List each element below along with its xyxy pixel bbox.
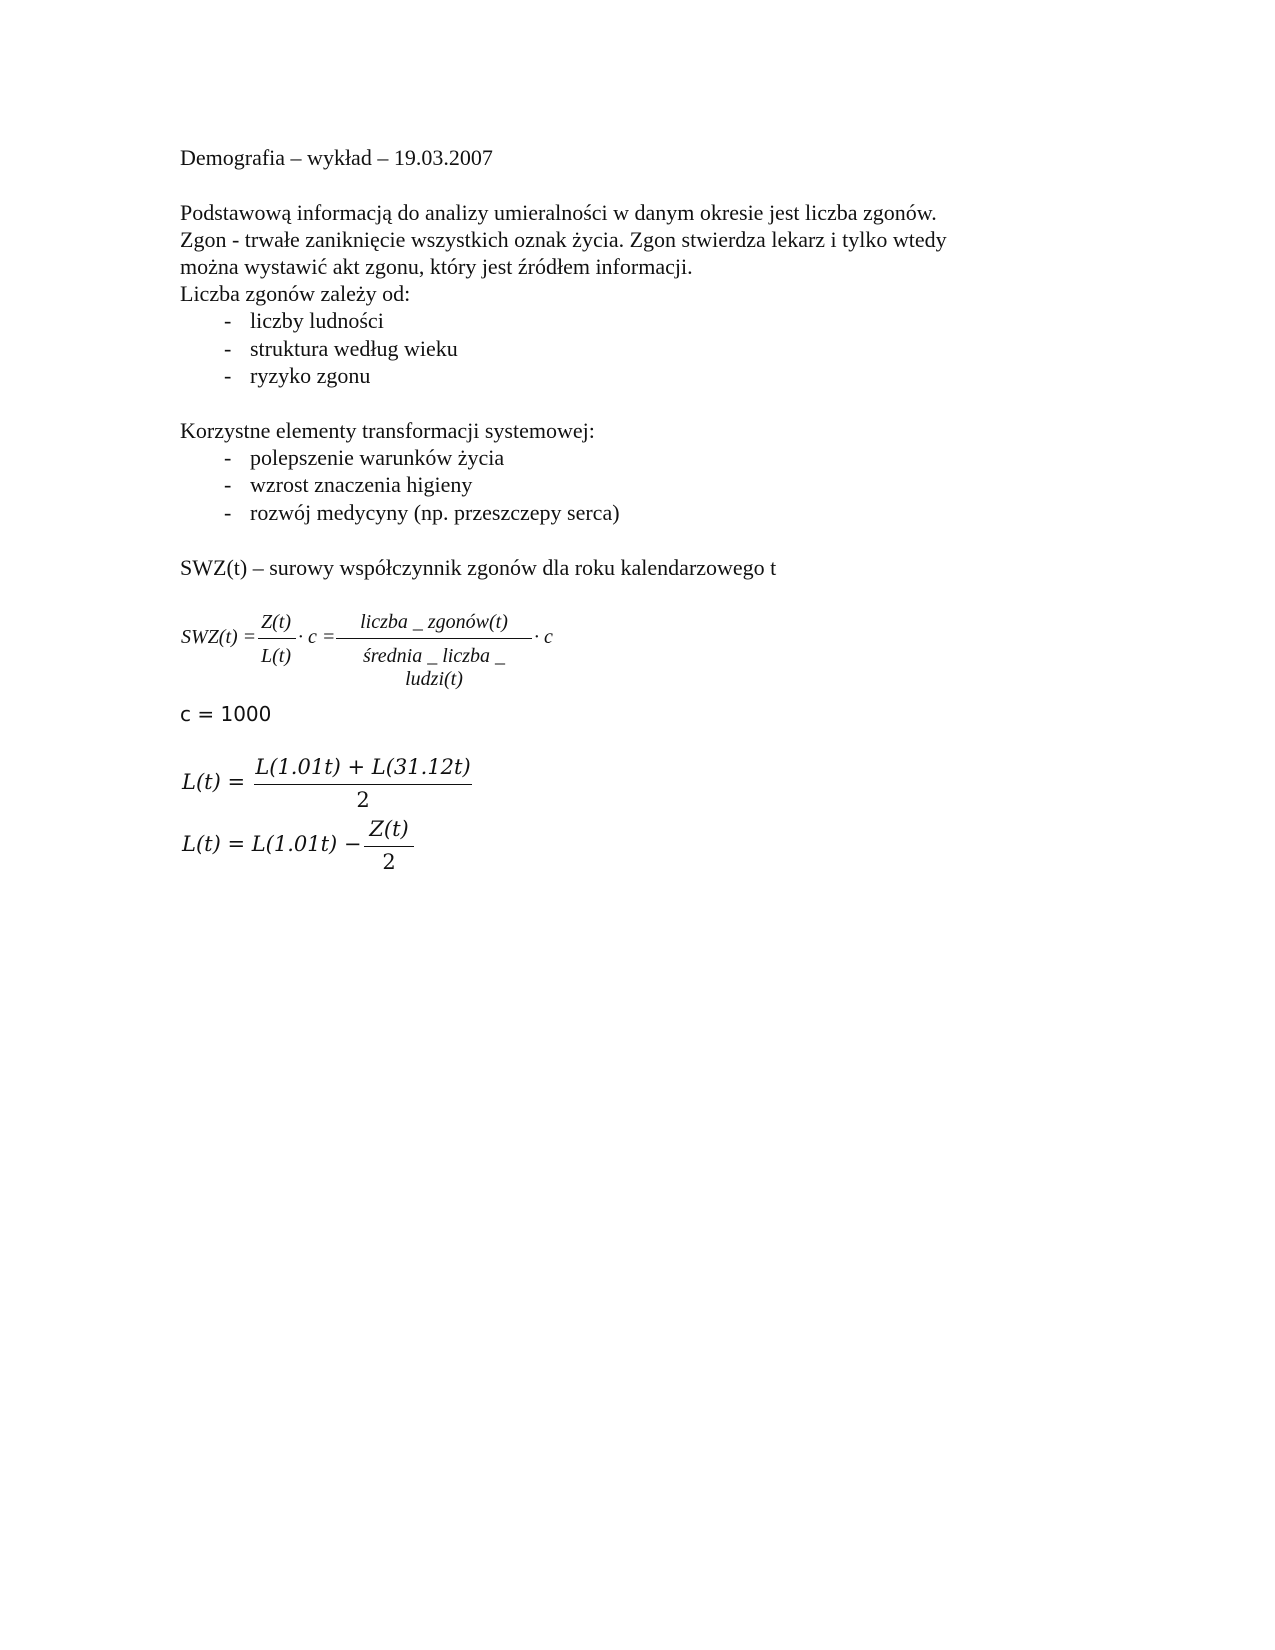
fraction-bar xyxy=(258,638,296,639)
formula-lhs: SWZ(t) = xyxy=(181,626,257,648)
formula-mid: · c = xyxy=(298,626,336,648)
paragraph-line: Zgon - trwałe zaniknięcie wszystkich oznak życia. Zgon stwierdza lekarz i tylko wtedy xyxy=(180,227,947,252)
section-heading: Korzystne elementy transformacji systemowej: xyxy=(180,418,595,443)
bullet-dash: - xyxy=(224,308,232,333)
list-item-text: struktura według wieku xyxy=(250,336,458,361)
formula-lhs: L(t) = xyxy=(182,770,246,794)
formula-lhs: L(t) = L(1.01t) − xyxy=(182,832,362,856)
bullet-dash: - xyxy=(224,336,232,361)
constant-c: c = 1000 xyxy=(180,702,272,726)
fraction-denominator: L(t) xyxy=(261,645,291,667)
formula-tail: · c xyxy=(534,626,553,648)
paragraph-line: Podstawową informacją do analizy umieralności w danym okresie jest liczba zgonów. xyxy=(180,200,937,225)
list-item-text: polepszenie warunków życia xyxy=(250,445,505,470)
fraction-denominator: 2 xyxy=(382,850,396,874)
fraction-numerator: Z(t) xyxy=(261,611,291,633)
bullet-dash: - xyxy=(224,363,232,388)
fraction-numerator: L(1.01t) + L(31.12t) xyxy=(255,755,471,779)
fraction-numerator: liczba _ zgonów(t) xyxy=(360,611,508,633)
bullet-dash: - xyxy=(224,472,232,497)
fraction-denominator: 2 xyxy=(356,788,370,812)
list-item-text: rozwój medycyny (np. przeszczepy serca) xyxy=(250,500,620,525)
fraction-bar xyxy=(336,638,532,639)
bullet-dash: - xyxy=(224,500,232,525)
paragraph-line: można wystawić akt zgonu, który jest źródłem informacji. xyxy=(180,254,693,279)
fraction-numerator: Z(t) xyxy=(369,817,409,841)
fraction-denominator: średnia _ liczba _ ludzi(t) xyxy=(362,645,506,690)
fraction-bar xyxy=(254,784,472,785)
list-item-text: ryzyko zgonu xyxy=(250,363,371,388)
list-item-text: liczby ludności xyxy=(250,308,384,333)
fraction-bar xyxy=(364,846,414,847)
paragraph-line: Liczba zgonów zależy od: xyxy=(180,281,411,306)
list-item-text: wzrost znaczenia higieny xyxy=(250,472,473,497)
swz-definition: SWZ(t) – surowy współczynnik zgonów dla roku kalendarzowego t xyxy=(180,555,777,580)
bullet-dash: - xyxy=(224,445,232,470)
document-title: Demografia – wykład – 19.03.2007 xyxy=(180,145,493,170)
